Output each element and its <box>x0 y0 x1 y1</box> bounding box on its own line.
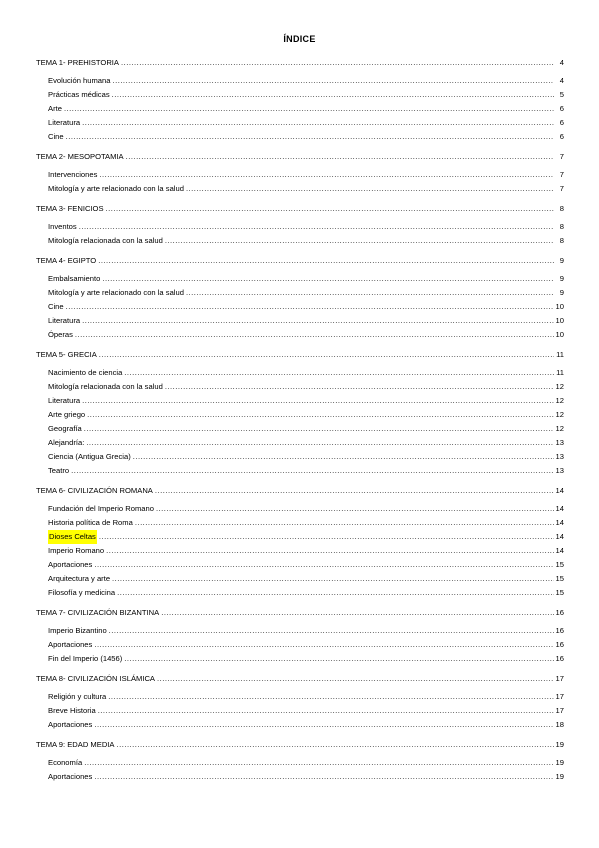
toc-page-number: 10 <box>555 302 564 311</box>
toc-page-number: 7 <box>559 152 564 161</box>
toc-page-number: 6 <box>559 118 564 127</box>
toc-subsection-entry[interactable] <box>36 436 564 450</box>
toc-subsection-label: Dioses Celtas <box>48 530 97 544</box>
toc-page-number: 17 <box>555 692 564 701</box>
toc-subsection-entry[interactable] <box>36 502 564 516</box>
toc-page-number: 16 <box>555 654 564 663</box>
toc-subsection-label: Cine <box>48 302 64 311</box>
dot-leader <box>161 606 553 620</box>
toc-section-entry[interactable] <box>36 56 564 70</box>
toc-subsection-entry[interactable] <box>36 234 564 248</box>
toc-subsection-entry[interactable] <box>36 652 564 666</box>
toc-page-number: 19 <box>555 740 564 749</box>
toc-subsection-label: Embalsamiento <box>48 274 101 283</box>
dot-leader <box>99 348 554 362</box>
dot-leader <box>66 300 554 314</box>
dot-leader <box>117 738 554 752</box>
toc-page-number: 7 <box>559 170 564 179</box>
dot-leader <box>156 502 554 516</box>
toc-subsection-label: Prácticas médicas <box>48 90 110 99</box>
toc-subsection-entry[interactable] <box>36 380 564 394</box>
toc-subsection-label: Mitología y arte relacionado con la salud <box>48 288 184 297</box>
toc-subsection-label: Mitología y arte relacionado con la salud <box>48 184 184 193</box>
toc-subsection-label: Mitología relacionada con la salud <box>48 236 163 245</box>
toc-subsection-entry[interactable] <box>36 130 564 144</box>
toc-section-entry[interactable] <box>36 738 564 752</box>
toc-subsection-entry[interactable] <box>36 770 564 784</box>
toc-subsection-entry[interactable] <box>36 328 564 342</box>
toc-subsection-entry[interactable] <box>36 624 564 638</box>
toc-section-entry[interactable] <box>36 606 564 620</box>
toc-page-number: 13 <box>555 466 564 475</box>
page-title: ÍNDICE <box>283 34 316 44</box>
toc-page-number: 16 <box>555 626 564 635</box>
toc-section-label: TEMA 7- CIVILIZACIÓN BIZANTINA <box>36 608 160 617</box>
toc-subsection-entry[interactable] <box>36 718 564 732</box>
toc-section-label: TEMA 9: EDAD MEDIA <box>36 740 115 749</box>
toc-page-number: 8 <box>559 236 564 245</box>
table-of-contents <box>36 56 564 784</box>
toc-subsection-label: Arte <box>48 104 62 113</box>
toc-subsection-label: Aportaciones <box>48 640 93 649</box>
toc-subsection-label: Imperio Romano <box>48 546 105 555</box>
toc-page-number: 14 <box>555 504 564 513</box>
toc-subsection-entry[interactable] <box>36 102 564 116</box>
toc-subsection-entry[interactable] <box>36 74 564 88</box>
toc-page-number: 6 <box>559 132 564 141</box>
toc-subsection-entry[interactable] <box>36 408 564 422</box>
toc-subsection-entry[interactable] <box>36 756 564 770</box>
toc-page-number: 17 <box>555 674 564 683</box>
toc-subsection-entry[interactable] <box>36 314 564 328</box>
toc-page-number: 15 <box>555 560 564 569</box>
dot-leader <box>82 314 553 328</box>
toc-section-label: TEMA 6- CIVILIZACIÓN ROMANA <box>36 486 153 495</box>
toc-section-entry[interactable] <box>36 150 564 164</box>
toc-page-number: 16 <box>555 640 564 649</box>
toc-page-number: 6 <box>559 104 564 113</box>
toc-page-number: 8 <box>559 222 564 231</box>
toc-subsection-entry[interactable] <box>36 116 564 130</box>
dot-leader <box>86 436 553 450</box>
toc-subsection-label: Nacimiento de ciencia <box>48 368 123 377</box>
dot-leader <box>99 168 554 182</box>
toc-page-number: 15 <box>555 588 564 597</box>
toc-subsection-label: Breve Historia <box>48 706 96 715</box>
toc-subsection-entry[interactable] <box>36 516 564 530</box>
toc-page-number: 13 <box>555 438 564 447</box>
dot-leader <box>108 690 553 704</box>
toc-subsection-entry[interactable] <box>36 422 564 436</box>
toc-page-number: 12 <box>555 396 564 405</box>
toc-subsection-entry[interactable] <box>36 638 564 652</box>
dot-leader <box>94 558 553 572</box>
toc-subsection-entry[interactable] <box>36 544 564 558</box>
toc-page-number: 12 <box>555 410 564 419</box>
toc-page-number: 9 <box>559 288 564 297</box>
toc-subsection-entry[interactable] <box>36 286 564 300</box>
toc-subsection-label: Mitología relacionada con la salud <box>48 382 163 391</box>
toc-page-number: 17 <box>555 706 564 715</box>
toc-subsection-entry[interactable] <box>36 704 564 718</box>
dot-leader <box>106 202 554 216</box>
dot-leader <box>112 572 554 586</box>
toc-page-number: 9 <box>559 274 564 283</box>
dot-leader <box>121 56 554 70</box>
toc-section-entry[interactable] <box>36 202 564 216</box>
toc-subsection-entry[interactable] <box>36 366 564 380</box>
toc-section-entry[interactable] <box>36 484 564 498</box>
toc-subsection-entry[interactable] <box>36 300 564 314</box>
dot-leader <box>66 130 554 144</box>
dot-leader <box>112 88 554 102</box>
toc-subsection-label: Imperio Bizantino <box>48 626 107 635</box>
toc-page-number: 11 <box>556 368 564 377</box>
toc-page-number: 4 <box>559 76 564 85</box>
toc-subsection-label: Aportaciones <box>48 720 93 729</box>
toc-subsection-entry[interactable] <box>36 272 564 286</box>
toc-subsection-entry[interactable] <box>36 394 564 408</box>
toc-page-number: 11 <box>556 350 564 359</box>
toc-subsection-label: Geografía <box>48 424 82 433</box>
toc-subsection-label: Alejandría: <box>48 438 85 447</box>
toc-subsection-entry[interactable] <box>36 530 564 544</box>
toc-subsection-label: Evolución humana <box>48 76 111 85</box>
dot-leader <box>64 102 554 116</box>
toc-subsection-label: Religión y cultura <box>48 692 107 701</box>
toc-subsection-entry[interactable] <box>36 168 564 182</box>
dot-leader <box>186 286 554 300</box>
dot-leader <box>82 116 554 130</box>
toc-page-number: 10 <box>555 316 564 325</box>
dot-leader <box>94 770 553 784</box>
toc-page-number: 14 <box>555 486 564 495</box>
toc-subsection-entry[interactable] <box>36 182 564 196</box>
dot-leader <box>126 150 554 164</box>
toc-page-number: 14 <box>555 546 564 555</box>
dot-leader <box>75 328 554 342</box>
toc-subsection-label: Aportaciones <box>48 560 93 569</box>
dot-leader <box>112 74 554 88</box>
toc-page-number: 10 <box>555 330 564 339</box>
dot-leader <box>186 182 554 196</box>
dot-leader <box>87 408 553 422</box>
toc-page-number: 5 <box>559 90 564 99</box>
dot-leader <box>98 704 554 718</box>
dot-leader <box>94 638 553 652</box>
dot-leader <box>165 234 554 248</box>
toc-subsection-label: Filosofía y medicina <box>48 588 116 597</box>
toc-page-number: 12 <box>555 382 564 391</box>
dot-leader <box>98 254 554 268</box>
toc-subsection-label: Arquitectura y arte <box>48 574 111 583</box>
toc-subsection-label: Fin del Imperio (1456) <box>48 654 123 663</box>
dot-leader <box>84 756 553 770</box>
dot-leader <box>99 530 554 544</box>
toc-subsection-label: Aportaciones <box>48 772 93 781</box>
toc-page-number: 4 <box>559 58 564 67</box>
toc-subsection-label: Cine <box>48 132 64 141</box>
dot-leader <box>157 672 554 686</box>
toc-section-label: TEMA 4- EGIPTO <box>36 256 97 265</box>
toc-page-number: 15 <box>555 574 564 583</box>
toc-section-label: TEMA 3- FENICIOS <box>36 204 104 213</box>
dot-leader <box>133 450 554 464</box>
dot-leader <box>79 220 554 234</box>
toc-subsection-entry[interactable] <box>36 88 564 102</box>
dot-leader <box>71 464 553 478</box>
dot-leader <box>124 652 553 666</box>
toc-subsection-label: Fundación del Imperio Romano <box>48 504 154 513</box>
toc-subsection-label: Óperas <box>48 330 73 339</box>
toc-page-number: 7 <box>559 184 564 193</box>
dot-leader <box>135 516 554 530</box>
toc-subsection-entry[interactable] <box>36 690 564 704</box>
toc-subsection-entry[interactable] <box>36 220 564 234</box>
dot-leader <box>94 718 553 732</box>
toc-subsection-label: Literatura <box>48 396 81 405</box>
toc-section-entry[interactable] <box>36 672 564 686</box>
dot-leader <box>106 544 553 558</box>
dot-leader <box>165 380 554 394</box>
toc-subsection-label: Intervenciones <box>48 170 98 179</box>
toc-subsection-entry[interactable] <box>36 464 564 478</box>
dot-leader <box>155 484 554 498</box>
dot-leader <box>102 272 554 286</box>
toc-page-number: 19 <box>555 758 564 767</box>
toc-section-label: TEMA 5- GRECIA <box>36 350 97 359</box>
toc-subsection-entry[interactable] <box>36 586 564 600</box>
toc-page-number: 19 <box>555 772 564 781</box>
toc-subsection-label: Economía <box>48 758 83 767</box>
toc-subsection-label: Ciencia (Antigua Grecia) <box>48 452 131 461</box>
toc-page-number: 14 <box>555 518 564 527</box>
toc-subsection-entry[interactable] <box>36 572 564 586</box>
toc-subsection-label: Literatura <box>48 316 81 325</box>
toc-page-number: 8 <box>559 204 564 213</box>
toc-section-label: TEMA 8- CIVILIZACIÓN ISLÁMICA <box>36 674 155 683</box>
toc-subsection-label: Arte griego <box>48 410 86 419</box>
toc-subsection-entry[interactable] <box>36 558 564 572</box>
toc-subsection-entry[interactable] <box>36 450 564 464</box>
toc-page-number: 12 <box>555 424 564 433</box>
toc-subsection-label: Inventos <box>48 222 77 231</box>
dot-leader <box>109 624 554 638</box>
toc-section-entry[interactable] <box>36 348 564 362</box>
dot-leader <box>124 366 554 380</box>
dot-leader <box>117 586 553 600</box>
toc-subsection-label: Teatro <box>48 466 70 475</box>
toc-section-label: TEMA 2- MESOPOTAMIA <box>36 152 124 161</box>
toc-page-number: 13 <box>555 452 564 461</box>
toc-section-label: TEMA 1- PREHISTORIA <box>36 58 119 67</box>
toc-subsection-label: Historia política de Roma <box>48 518 133 527</box>
toc-page-number: 14 <box>555 532 564 541</box>
toc-subsection-label: Literatura <box>48 118 81 127</box>
toc-page-number: 16 <box>555 608 564 617</box>
toc-page-number: 9 <box>559 256 564 265</box>
toc-page-number: 18 <box>555 720 564 729</box>
toc-section-entry[interactable] <box>36 254 564 268</box>
dot-leader <box>84 422 554 436</box>
dot-leader <box>82 394 553 408</box>
